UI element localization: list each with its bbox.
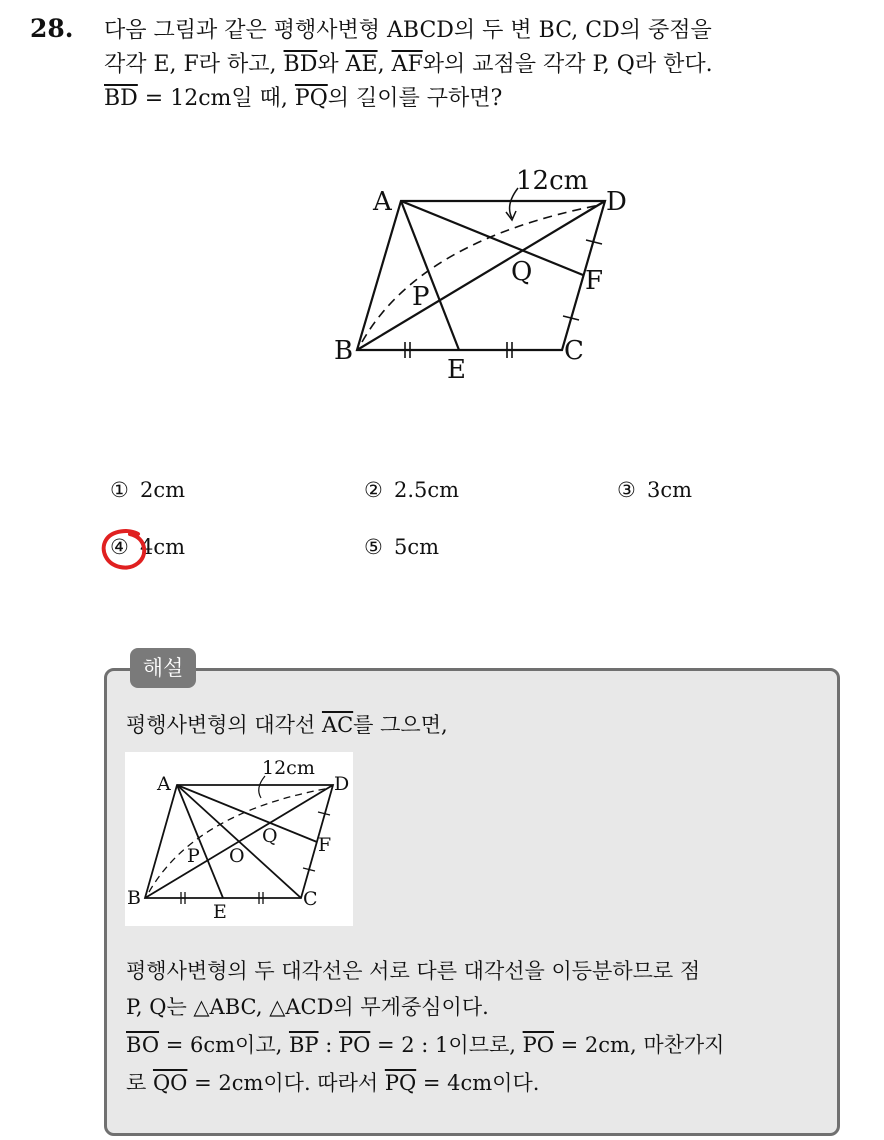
text-span: 를 그으면,	[353, 713, 448, 737]
text-span: 와의 교점을 각각 P, Q라 한다.	[422, 52, 713, 77]
text-span: 의 길이를 구하면?	[327, 86, 503, 111]
segment-bd: $\overline{BD}$	[283, 52, 318, 77]
text-span: :	[318, 1033, 339, 1057]
segment-pq: $\overline{PQ}$	[384, 1071, 417, 1095]
solution-line-3: P, Q는 △ABC, △ACD의 무게중심이다.	[126, 995, 489, 1019]
label-c-small: C	[303, 888, 318, 910]
choice-5[interactable]	[364, 535, 439, 559]
label-q: Q	[511, 257, 533, 287]
solution-line-4	[126, 1028, 826, 1062]
arrow-pointer-small	[259, 776, 265, 798]
label-f: F	[585, 266, 604, 296]
text-span: 로	[126, 1071, 153, 1095]
choice-text: 4cm	[140, 535, 186, 559]
label-f-small: F	[318, 834, 332, 856]
label-e-small: E	[213, 901, 227, 923]
choice-3[interactable]	[617, 478, 692, 502]
label-b: B	[334, 336, 354, 366]
choice-marker: ④	[110, 535, 129, 559]
choice-marker: ⑤	[364, 535, 383, 559]
label-d-small: D	[334, 773, 350, 795]
text-span: = 6cm이고,	[159, 1033, 289, 1057]
choice-2[interactable]	[364, 478, 459, 502]
choice-marker: ②	[364, 478, 383, 502]
choice-marker: ①	[110, 478, 129, 502]
segment-bp: $\overline{BP}$	[288, 1033, 319, 1057]
label-d: D	[606, 187, 627, 217]
segment-ae-line	[401, 201, 459, 350]
label-c: C	[564, 336, 584, 366]
solution-line-2: 평행사변형의 두 대각선은 서로 다른 대각선을 이등분하므로 점	[126, 959, 701, 983]
segment-ac: $\overline{AC}$	[321, 713, 354, 737]
question-number: 28.	[30, 14, 74, 43]
segment-qo: $\overline{QO}$	[152, 1071, 188, 1095]
label-a: A	[373, 187, 392, 217]
parallelogram-figure	[0, 0, 884, 420]
text-span: = 4cm이다.	[416, 1071, 540, 1095]
label-p: P	[412, 282, 430, 312]
text-span: = 2cm, 마찬가지	[553, 1033, 725, 1057]
text-span: = 2 : 1이므로,	[370, 1033, 523, 1057]
text-span: = 2cm이다. 따라서	[187, 1071, 385, 1095]
choice-1[interactable]	[110, 478, 185, 502]
text-span: ,	[377, 52, 392, 77]
choice-text: 2cm	[140, 478, 186, 502]
solution-figure	[125, 752, 353, 926]
text-span: 와	[317, 52, 346, 77]
label-e: E	[447, 355, 466, 385]
label-q-small: Q	[262, 825, 278, 847]
label-length: 12cm	[516, 166, 589, 196]
text-span: 평행사변형의 대각선	[126, 713, 322, 737]
question-line-1: 다음 그림과 같은 평행사변형 ABCD의 두 변 BC, CD의 중점을	[104, 18, 712, 43]
text-span: 각각 E, F라 하고,	[104, 52, 284, 77]
choice-text: 3cm	[647, 478, 693, 502]
solution-badge: 해설	[130, 648, 196, 688]
label-b-small: B	[127, 887, 141, 909]
segment-af-line	[401, 201, 583, 275]
diagonal-ac-small	[177, 785, 301, 898]
segment-af: $\overline{AF}$	[391, 52, 423, 77]
label-length-small: 12cm	[262, 757, 315, 779]
choice-marker: ③	[617, 478, 636, 502]
label-o-small: O	[229, 845, 245, 867]
solution-line-1	[126, 708, 826, 742]
solution-line-5	[126, 1066, 826, 1100]
segment-af-small	[177, 785, 317, 842]
label-a-small: A	[157, 773, 171, 795]
segment-bo: $\overline{BO}$	[126, 1033, 160, 1057]
choice-text: 5cm	[394, 535, 440, 559]
segment-ae-small	[177, 785, 223, 898]
segment-pq: $\overline{PQ}$	[294, 86, 328, 111]
segment-po: $\overline{PO}$	[338, 1033, 371, 1057]
label-p-small: P	[187, 845, 200, 867]
segment-bd: $\overline{BD}$	[104, 86, 138, 111]
text-span: = 12cm일 때,	[137, 86, 295, 111]
segment-ae: $\overline{AE}$	[345, 52, 378, 77]
choice-text: 2.5cm	[394, 478, 460, 502]
answer-circle	[100, 528, 150, 572]
segment-po: $\overline{PO}$	[522, 1033, 554, 1057]
solution-figure-box	[125, 752, 353, 926]
